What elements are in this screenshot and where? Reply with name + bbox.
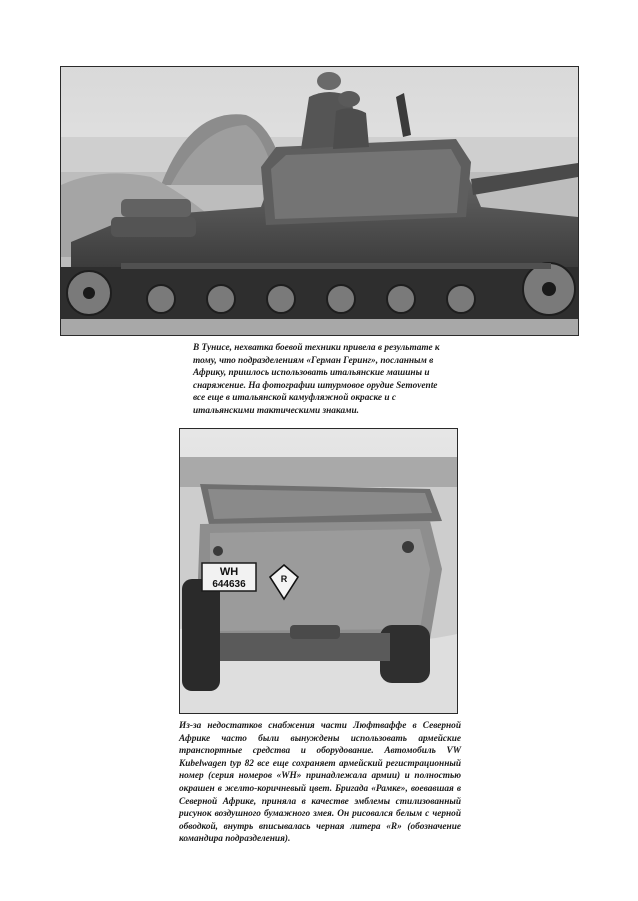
plate-line-2: 644636	[212, 579, 246, 590]
emblem-letter: R	[280, 574, 288, 584]
kubelwagen-photo-image	[180, 429, 457, 713]
plate-line-1: WH	[219, 566, 239, 578]
kubelwagen-photo	[179, 428, 458, 714]
kubelwagen-photo-caption: Из-за недостатков снабжения части Люфтваффе в Северной Африке часто были вынуждены использовать армейские транспортные средства и оборудование. Автомобиль VW Kubelwagen typ 82 все еще сохраняет армейский регистрационный номер (серия номеров «WH» принадлежала армии) и полностью окрашен в желто-коричневый цвет. Бригада «Рамке», воевавшая в Северной Африке, приняла в качестве эмблемы стилизованный рисунок воздушного бумажного змея. Он рисовался белым с черной обводкой, внутрь вписывалась черная литера «R» (обозначение командира подразделения).	[179, 721, 461, 845]
semovente-photo-image	[61, 67, 578, 335]
semovente-photo	[60, 66, 579, 336]
semovente-photo-caption: В Тунисе, нехватка боевой техники привела в результате к тому, что подразделениям «Герман Геринг», посланным в Африку, пришлось использовать итальянские машины и снаряжение. На фотографии штурмовое орудие Semovente все еще в итальянской камуфляжной окраске и с итальянскими тактическими знаками.	[193, 343, 440, 416]
